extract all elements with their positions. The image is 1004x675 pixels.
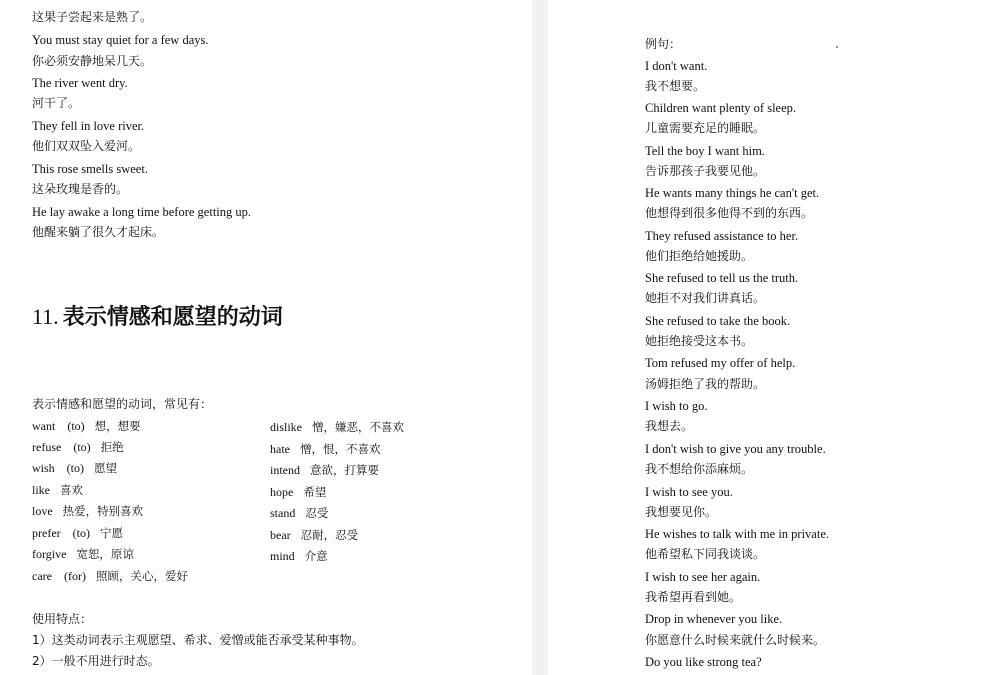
example-sentence-en: They refused assistance to her. (645, 229, 799, 243)
verb-word: like (32, 483, 50, 497)
usage-title: 使用特点： (32, 612, 93, 626)
verb-entry (32, 505, 143, 518)
verb-meaning: 愿望 (94, 461, 117, 475)
example-sentence-zh: 你必须安静地呆几天。 (32, 54, 153, 68)
section-number: 11. (32, 304, 59, 329)
verb-meaning: 忍耐，忍受 (300, 528, 359, 542)
example-sentence-en: I wish to see her again. (645, 570, 761, 584)
example-sentence-zh: 她拒不对我们讲真话。 (645, 291, 766, 305)
example-sentence-en: He wants many things he can't get. (645, 186, 820, 200)
verb-entry (270, 550, 328, 563)
verb-meaning: 介意 (304, 549, 328, 563)
example-sentence-zh: 我想去。 (645, 419, 694, 433)
verb-meaning: 憎，嫌恶，不喜欢 (312, 420, 404, 434)
verb-word: wish (32, 461, 55, 475)
verb-word: forgive (32, 547, 67, 561)
verb-word: mind (270, 549, 295, 563)
example-sentence-en: They fell in love river. (32, 119, 145, 133)
verb-entry (32, 484, 83, 497)
verb-word: care (32, 569, 52, 583)
verb-meaning: 憎，恨，不喜欢 (300, 442, 381, 456)
verb-word: hope (270, 485, 294, 499)
example-sentence-en: I wish to see you. (645, 485, 733, 499)
example-sentence-zh: 他想得到很多他得不到的东西。 (645, 206, 814, 220)
section-title: 表示情感和愿望的动词 (62, 305, 283, 330)
example-sentence-zh: 告诉那孩子我要见他。 (645, 164, 766, 178)
example-sentence-en: Do you like strong tea? (645, 655, 762, 669)
verb-entry (270, 443, 381, 456)
example-sentence-zh: 她拒绝接受这本书。 (645, 334, 754, 348)
example-sentence-en: She refused to tell us the truth. (645, 271, 799, 285)
example-sentence-en: Children want plenty of sleep. (645, 101, 797, 115)
example-sentence-en: She refused to take the book. (645, 314, 791, 328)
verb-entry (32, 441, 124, 454)
verb-entry (32, 570, 188, 583)
verb-preposition: (to) (67, 419, 85, 433)
verb-word: bear (270, 528, 291, 542)
example-sentence-zh: 这朵玫瑰是香的。 (32, 182, 129, 196)
example-sentence-en: I wish to go. (645, 399, 708, 413)
example-sentence-en: He lay awake a long time before getting up. (32, 205, 252, 219)
example-sentence-zh: 他醒来躺了很久才起床。 (32, 225, 165, 239)
example-sentence-en: The river went dry. (32, 76, 128, 90)
example-sentence-en: You must stay quiet for a few days. (32, 33, 209, 47)
verb-word: prefer (32, 526, 61, 540)
verb-entry (32, 527, 123, 540)
verb-entry (32, 420, 141, 433)
verb-word: intend (270, 463, 300, 477)
example-sentence-zh: 他们拒绝给她援助。 (645, 249, 754, 263)
verb-meaning: 拒绝 (100, 440, 124, 454)
example-sentence-en: I don't wish to give you any trouble. (645, 442, 826, 456)
example-sentence-en: Tom refused my offer of help. (645, 356, 796, 370)
example-sentence-zh: 儿童需要充足的睡眠。 (645, 121, 766, 135)
verb-word: love (32, 504, 53, 518)
verb-entry (270, 464, 379, 477)
right-page (548, 0, 1004, 675)
verb-meaning: 热爱，特别喜欢 (62, 504, 144, 518)
verb-word: want (32, 419, 56, 433)
example-sentence-zh: 汤姆拒绝了我的帮助。 (645, 377, 766, 391)
verb-meaning: 宽恕，原谅 (76, 547, 134, 561)
example-sentence-zh: 这果子尝起来是熟了。 (32, 10, 153, 24)
example-sentence-en: Drop in whenever you like. (645, 612, 783, 626)
verb-word: dislike (270, 420, 302, 434)
verb-word: stand (270, 506, 296, 520)
verb-entry (32, 548, 134, 561)
verb-preposition: (to) (72, 526, 90, 540)
verb-meaning: 照顾，关心，爱好 (95, 569, 188, 583)
example-sentence-en: This rose smells sweet. (32, 162, 148, 176)
verb-preposition: (for) (63, 569, 86, 583)
verb-word: refuse (32, 440, 62, 454)
verb-meaning: 希望 (303, 485, 327, 499)
verb-entry (270, 421, 404, 434)
example-sentence-en: I don't want. (645, 59, 708, 73)
example-sentence-zh: 我不想要。 (645, 79, 706, 93)
verb-entry (270, 529, 358, 542)
example-sentence-en: Tell the boy I want him. (645, 144, 765, 158)
usage-point: 2）一般不用进行时态。 (32, 654, 160, 668)
verb-entry (32, 462, 117, 475)
usage-point: 1）这类动词表示主观愿望、希求、爱憎或能否承受某种事物。 (32, 633, 364, 647)
section-heading (32, 306, 283, 329)
scan-speck (836, 46, 838, 48)
example-sentence-zh: 我希望再看到她。 (645, 590, 742, 604)
verb-meaning: 喜欢 (60, 483, 83, 497)
verb-preposition: (to) (66, 461, 84, 475)
verb-meaning: 忍受 (305, 506, 329, 520)
verb-entry (270, 507, 328, 520)
example-sentence-zh: 河干了。 (32, 96, 81, 110)
examples-label: 例句： (645, 37, 682, 51)
example-sentence-zh: 你愿意什么时候来就什么时候来。 (645, 633, 826, 647)
section-intro: 表示情感和愿望的动词，常见有： (32, 397, 213, 411)
verb-meaning: 想，想要 (94, 419, 141, 433)
verb-word: hate (270, 442, 290, 456)
verb-entry (270, 486, 326, 499)
example-sentence-zh: 我想要见你。 (645, 505, 718, 519)
verb-meaning: 宁愿 (99, 526, 123, 540)
verb-meaning: 意欲，打算要 (310, 463, 379, 477)
example-sentence-zh: 我不想给你添麻烦。 (645, 462, 754, 476)
example-sentence-zh: 他们双双坠入爱河。 (32, 139, 141, 153)
verb-preposition: (to) (73, 440, 91, 454)
example-sentence-zh: 他希望私下同我谈谈。 (645, 547, 766, 561)
example-sentence-en: He wishes to talk with me in private. (645, 527, 829, 541)
